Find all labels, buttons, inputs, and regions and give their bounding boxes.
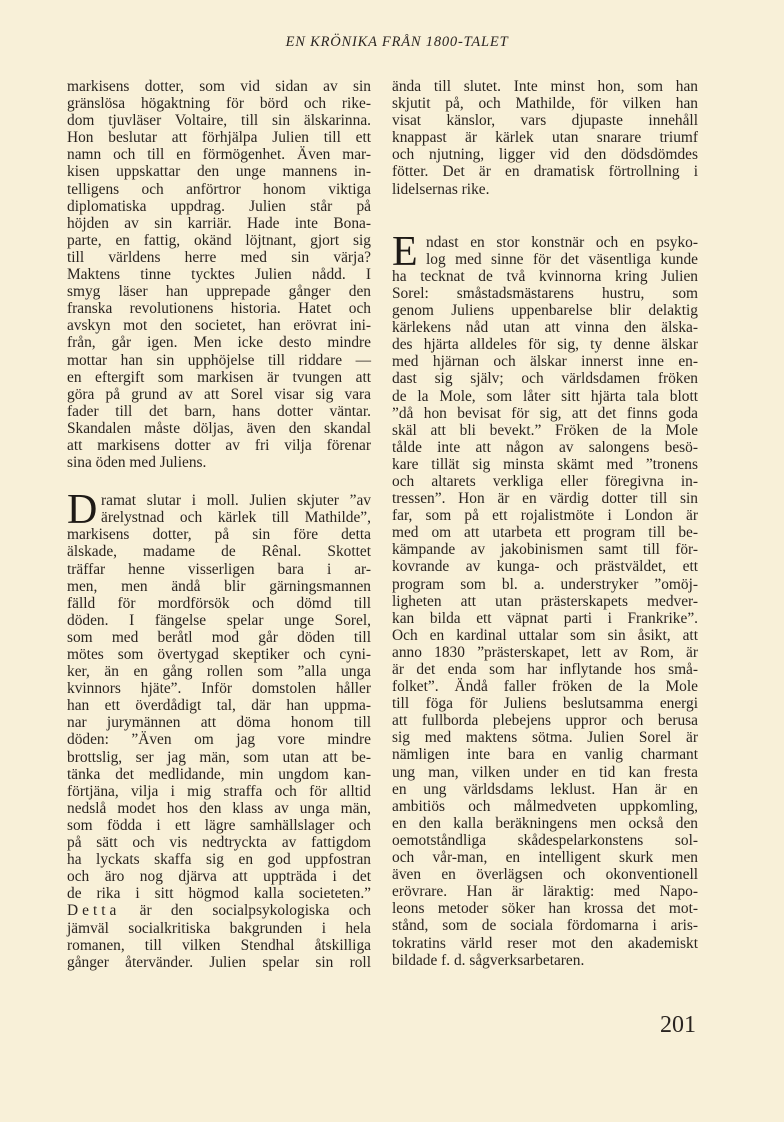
text-line: visat känslor, vars djupaste innehåll	[392, 112, 698, 130]
text-line: skjutit på, och Mathilde, för vilken han	[392, 95, 698, 113]
text-line: brottslig, ser jag män, som utan att be-	[67, 748, 371, 766]
text-line: till föga för Juliens beslutsamma energi	[392, 695, 698, 713]
text-line: fötter. Det är en dramatisk förtrollning i	[392, 163, 698, 181]
text-line: fader till det barn, hans dotter väntar.	[67, 402, 371, 420]
text-line: Skandalen måste döljas, även den skandal	[67, 419, 371, 437]
text-line: och äro nog djärva att uppträda i det	[67, 868, 371, 886]
text-line: de rika i sitt högmod kalla societeten.”	[67, 885, 371, 903]
text-line: döden: ”Även om jag vore mindre	[67, 731, 371, 749]
text-line: ndast en stor konstnär och en psyko-	[426, 233, 698, 251]
text-line: från, går igen. Men icke desto mindre	[67, 334, 371, 352]
text-line: även en överlägsen och okonventionell	[392, 866, 698, 884]
text-line: namn och till en förmögenhet. Även mar-	[67, 146, 371, 164]
text-line: är det enda som har inflytande hos små-	[392, 661, 698, 678]
text-line: döden. I fängelse spelar unge Sorel,	[67, 611, 371, 629]
text-line: franska revolutionens historia. Hatet och	[67, 300, 371, 318]
text-line: kan bilda ett väpnat parti i Frankrike”.	[392, 609, 698, 627]
text-line: göra på grund av att Sorel visar sig vara	[67, 385, 371, 403]
text-line: men, men ändå blir gärningsmannen	[67, 577, 371, 595]
text-line: kisen uppskattar den unge mannens in-	[67, 163, 371, 181]
text-line: oemotståndliga skådespelarkonstens sol-	[392, 831, 698, 849]
text-line: dast sig själv; och världsdamen fröken	[392, 370, 698, 388]
paragraph	[392, 78, 698, 198]
text-line: med hjärnan och älskar innerst inne en-	[392, 353, 698, 371]
text-line: jämväl socialkritiska bakgrunden i hela	[67, 919, 371, 937]
text-line: med om att utarbeta ett program till be-	[392, 524, 698, 542]
text-line: kare tillät sig minsta skämt med ”tronens	[392, 455, 698, 473]
text-line: och altarets verkliga eller föregivna in-	[392, 472, 698, 490]
text-fragment: är den socialpsykologiska och	[120, 902, 371, 920]
drop-cap: E	[392, 228, 418, 275]
text-line: höjden av sin karriär. Hade inte Bona-	[67, 214, 371, 232]
text-line: mottar han sin upphöjelse till riddare —	[67, 351, 371, 369]
paragraph	[67, 487, 371, 971]
text-line: fälld för mordförsök och dömd till	[67, 594, 371, 612]
text-line: telligens och anförtror honom viktiga	[67, 180, 371, 198]
text-line: tressen”. Hon är en värdig dotter till sin	[392, 490, 698, 508]
text-line: program som bl. a. understryker ”omöj-	[392, 575, 698, 593]
text-line: anno 1830 ”prästerskapet, lett av Rom, är	[392, 643, 698, 661]
text-line: på sätt och vis nedtryckta av fattigdom	[67, 834, 371, 852]
running-head: EN KRÖNIKA FRÅN 1800-TALET	[285, 34, 509, 50]
text-line: Hon beslutar att förhjälpa Julien till ett	[67, 129, 371, 147]
text-line: nedslå modet hos den klass av unga män,	[67, 799, 371, 817]
text-line: en ung världsdams leklust. Han är en	[392, 780, 698, 798]
text-line: älskade, madame de Rênal. Skottet	[67, 543, 371, 561]
text-line: till världens herre med sin värja?	[67, 248, 371, 266]
text-line: nämligen inte bara en vanlig charmant	[392, 746, 698, 764]
text-line: ”då hon bevisat för sig, att det finns goda	[392, 404, 698, 422]
text-line: ligheten att utan prästerskapets medver-	[392, 592, 698, 610]
right-column	[392, 78, 698, 969]
text-line: som födda i ett lägre samhällslager och	[67, 816, 371, 834]
text-line	[67, 902, 371, 919]
text-line: kovrande av kunga- och prästväldet, ett	[392, 558, 698, 576]
text-line: Sorel: småstadsmästarens hustru, som	[392, 284, 698, 302]
text-line: en eftergift som markisen är tvungen att	[67, 368, 371, 386]
text-line: kärlekens nåd utan att vinna den älska-	[392, 319, 698, 337]
text-line: mötes som övertygad skeptiker och cyni-	[67, 646, 371, 663]
text-line: förtjäna, vilja i mig straffa och för alltid	[67, 782, 371, 800]
text-line: genom Juliens uppenbarelse blir delaktig	[392, 302, 698, 320]
text-line: sina öden med Juliens.	[67, 454, 207, 472]
text-line: knappast är kärlek utan snarare triumf	[392, 129, 698, 147]
text-line: han ett överdådigt tal, där han uppma-	[67, 697, 371, 715]
text-line: ända till slutet. Inte minst hon, som han	[392, 78, 698, 95]
text-line: Och en kardinal uttalar som sin åsikt, att	[392, 626, 698, 644]
text-line: des hjärta alldeles för sig, ty denne älskar	[392, 336, 698, 354]
text-line: tålde inte att någon av salongens besö-	[392, 438, 698, 456]
text-line: ambitiös och målmedveten uppkomling,	[392, 797, 698, 815]
text-line: och vår-man, en intelligent skurk men	[392, 849, 698, 867]
text-line: lidelsernas rike.	[392, 180, 490, 198]
text-line: skäl att bli bevekt.” Fröken de la Mole	[392, 421, 698, 439]
text-line: log med sinne för det väsentliga kunde	[426, 250, 698, 268]
text-line: bildade f. d. sågverksarbetaren.	[392, 951, 585, 969]
text-line: Maktens tinne tycktes Julien nådd. I	[67, 266, 371, 284]
text-line: gränslösa högaktning för börd och rike-	[67, 95, 371, 113]
text-line: tokratins värld reser mot den akademiskt	[392, 934, 698, 952]
text-line: smyg läser han upprepade gånger den	[67, 283, 371, 301]
text-line: dom tjuvläser Voltaire, till sin älskarinna.	[67, 112, 371, 130]
text-line: sig med maktens sötma. Julien Sorel är	[392, 729, 698, 747]
text-line: markisens dotter, på sin före detta	[67, 526, 371, 544]
text-line: en den kalla beräkningens men också den	[392, 814, 698, 832]
text-line: avskyn mot den societet, han erövrat ini-	[67, 317, 371, 335]
text-line: att fullborda plebejens uppror och berusa	[392, 712, 698, 730]
text-line: och njutning, ligger vid den dödsdömdes	[392, 146, 698, 164]
spaced-emphasis: Detta	[67, 902, 121, 920]
text-line: far, som på ett rojalistmöte i London är	[392, 507, 698, 525]
text-line: ha tecknat de två kvinnorna kring Julien	[392, 267, 698, 285]
text-line: att markisens dotter av fri vilja förenar	[67, 436, 371, 454]
text-line: tänka det medlidande, min ungdom kan-	[67, 765, 371, 783]
text-line: folket”. Ändå faller fröken de la Mole	[392, 678, 698, 696]
text-line: leons metoder söker han krossa det mot-	[392, 900, 698, 918]
left-column	[67, 78, 371, 971]
text-line: som med beråtl mod går döden till	[67, 628, 371, 646]
text-line: ärelystnad och kärlek till Mathilde”,	[101, 509, 371, 527]
text-line: ha lyckats skaffa sig en god uppfostran	[67, 851, 371, 869]
page-number: 201	[660, 1012, 696, 1038]
text-line: diplomatiska uppdrag. Julien står på	[67, 197, 371, 215]
text-line: kämpande av jakobinismen samt till för-	[392, 541, 698, 559]
text-line: ung man, vilken under en tid kan fresta	[392, 763, 698, 781]
drop-cap: D	[67, 487, 98, 534]
text-line: parte, en fattig, okänd löjtnant, gjort sig	[67, 231, 371, 249]
text-line: erövrare. Han är läraktig: med Napo-	[392, 883, 698, 901]
text-line: ker, än en gång rollen som ”alla unga	[67, 663, 371, 681]
text-line: nar jurymännen att döma honom till	[67, 714, 371, 732]
paragraph	[67, 78, 371, 471]
text-line: ramat slutar i moll. Julien skjuter ”av	[101, 492, 371, 510]
text-line: träffar henne visserligen bara i ar-	[67, 560, 371, 578]
text-line: markisens dotter, som vid sidan av sin	[67, 78, 371, 95]
text-line: stånd, som de sociala fördomarna i aris-	[392, 917, 698, 935]
paragraph	[392, 228, 698, 969]
text-line: gånger återvänder. Julien spelar sin roll	[67, 953, 371, 971]
text-line: de la Mole, som låter sitt hjärta tala blott	[392, 387, 698, 405]
text-line: romanen, till vilken Stendhal åtskilliga	[67, 936, 371, 954]
text-line: kvinnors hjäte”. Inför domstolen håller	[67, 680, 371, 698]
